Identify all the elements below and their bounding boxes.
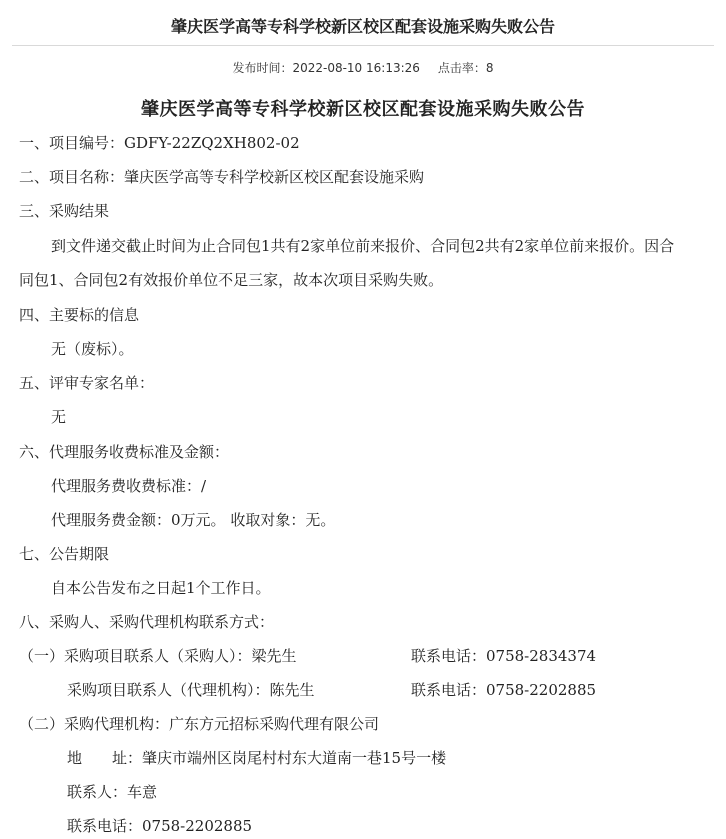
- experts-text: 无: [51, 408, 67, 426]
- project-number: 一、项目编号：GDFY-22ZQ2XH802-02: [19, 134, 300, 152]
- agency-phone: 联系电话：0758-2202885: [411, 681, 597, 699]
- header-divider: [12, 45, 714, 46]
- section-heading-experts: 五、评审专家名单：: [19, 374, 155, 392]
- address-label: 地 址：: [67, 749, 143, 767]
- result-paragraph-line-1: 到文件递交截止时间为止合同包1共有2家单位前来报价、合同包2共有2家单位前来报价。因合: [51, 237, 675, 255]
- purchaser-phone: 联系电话：0758-2834374: [411, 647, 597, 665]
- click-count: 8: [485, 61, 494, 75]
- result-paragraph-line-2: 同包1、合同包2有效报价单位不足三家，故本次项目采购失败。: [19, 271, 444, 289]
- agency-contact-person: 联系人：车意: [67, 783, 158, 801]
- purchaser-contact: （一）采购项目联系人（采购人）：梁先生: [19, 647, 297, 665]
- publish-time: 2022-08-10 16:13:26: [292, 61, 420, 75]
- address-value: 肇庆市端州区岗尾村村东大道南一巷15号一楼: [142, 749, 447, 767]
- agency-contact: 采购项目联系人（代理机构）：陈先生: [67, 681, 315, 699]
- agency-name: （二）采购代理机构：广东方元招标采购代理有限公司: [19, 715, 380, 733]
- agency-contact-phone: 联系电话：0758-2202885: [67, 817, 253, 835]
- section-heading-contacts: 八、采购人、采购代理机构联系方式：: [19, 613, 275, 631]
- section-heading-main-items: 四、主要标的信息: [19, 306, 140, 324]
- publish-meta: [0, 59, 726, 76]
- article-title: 肇庆医学高等专科学校新区校区配套设施采购失败公告: [141, 99, 585, 120]
- agency-address: [67, 748, 446, 768]
- project-name: 二、项目名称：肇庆医学高等专科学校新区校区配套设施采购: [19, 168, 425, 186]
- section-heading-agency-fee: 六、代理服务收费标准及金额：: [19, 443, 230, 461]
- section-heading-result: 三、采购结果: [19, 202, 110, 220]
- agency-fee-standard: 代理服务费收费标准：/: [51, 477, 207, 495]
- publish-time-label: 发布时间：: [232, 61, 293, 75]
- section-heading-period: 七、公告期限: [19, 545, 110, 563]
- page-title: 肇庆医学高等专科学校新区校区配套设施采购失败公告: [170, 17, 555, 36]
- main-items-text: 无（废标）。: [51, 340, 134, 358]
- period-text: 自本公告发布之日起1个工作日。: [51, 579, 271, 597]
- agency-fee-amount: 代理服务费金额：0万元。 收取对象：无。: [51, 511, 336, 529]
- clicks-label: 点击率：: [437, 61, 486, 75]
